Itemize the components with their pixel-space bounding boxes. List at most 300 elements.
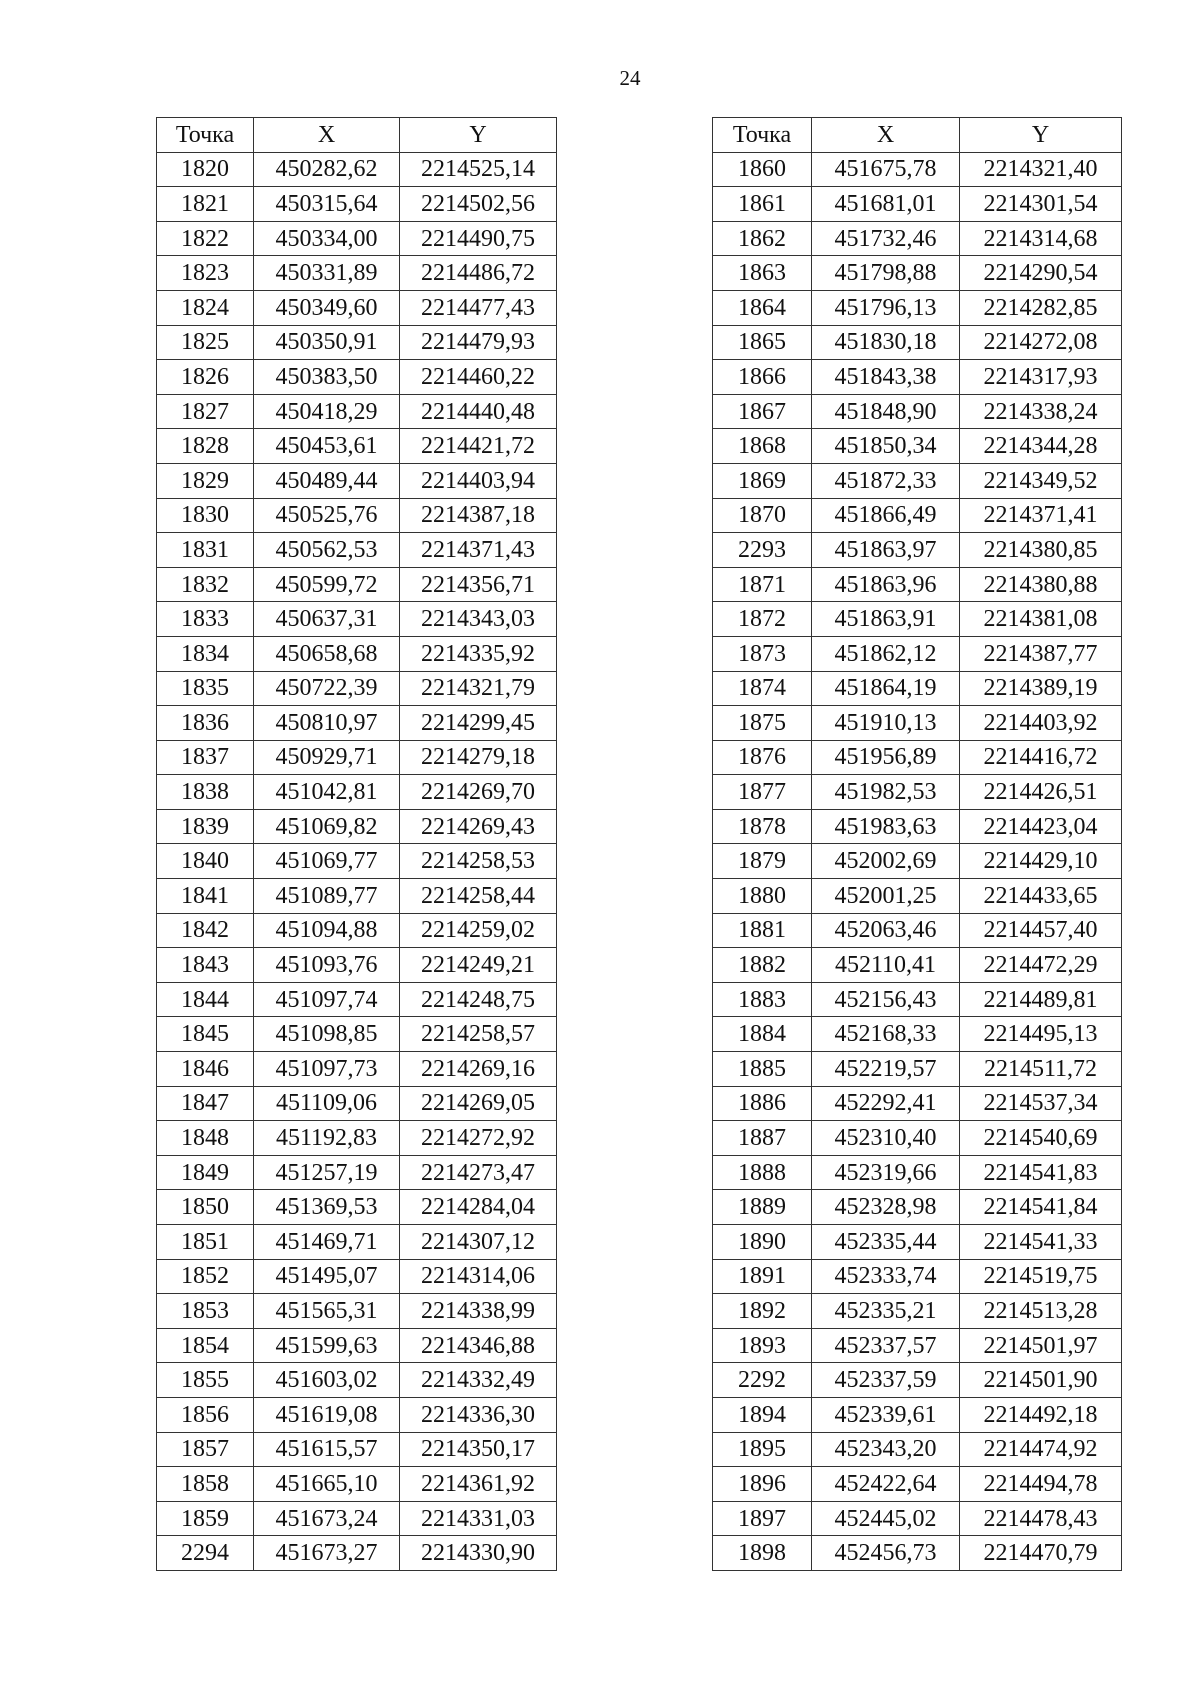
x-cell: 450331,89 [254, 256, 400, 291]
table-row [157, 187, 557, 222]
x-cell: 451089,77 [254, 879, 400, 914]
point-cell: 1865 [713, 325, 812, 360]
point-cell: 1861 [713, 187, 812, 222]
y-cell: 2214273,47 [400, 1155, 557, 1190]
table-row [157, 1225, 557, 1260]
x-cell: 451094,88 [254, 913, 400, 948]
x-cell: 451673,24 [254, 1501, 400, 1536]
y-cell: 2214336,30 [400, 1397, 557, 1432]
x-cell: 452422,64 [812, 1467, 960, 1502]
table-row [713, 567, 1122, 602]
table-row [157, 1259, 557, 1294]
x-cell: 451863,96 [812, 567, 960, 602]
table-row [157, 602, 557, 637]
x-cell: 450315,64 [254, 187, 400, 222]
x-cell: 451863,97 [812, 533, 960, 568]
table-row [157, 775, 557, 810]
y-cell: 2214429,10 [960, 844, 1122, 879]
header-x: X [254, 118, 400, 153]
point-cell: 1866 [713, 360, 812, 395]
point-cell: 1869 [713, 463, 812, 498]
y-cell: 2214501,90 [960, 1363, 1122, 1398]
table-row [713, 256, 1122, 291]
y-cell: 2214519,75 [960, 1259, 1122, 1294]
table-row [713, 1121, 1122, 1156]
y-cell: 2214387,77 [960, 636, 1122, 671]
point-cell: 1882 [713, 948, 812, 983]
y-cell: 2214403,94 [400, 463, 557, 498]
point-cell: 1863 [713, 256, 812, 291]
table-row [157, 394, 557, 429]
table-row [157, 636, 557, 671]
x-cell: 450929,71 [254, 740, 400, 775]
table-row [157, 429, 557, 464]
table-row [713, 1259, 1122, 1294]
page-number: 24 [619, 66, 641, 90]
x-cell: 451863,91 [812, 602, 960, 637]
y-cell: 2214371,43 [400, 533, 557, 568]
table-row [713, 1155, 1122, 1190]
y-cell: 2214525,14 [400, 152, 557, 187]
point-cell: 1892 [713, 1294, 812, 1329]
x-cell: 452310,40 [812, 1121, 960, 1156]
x-cell: 451109,06 [254, 1086, 400, 1121]
y-cell: 2214346,88 [400, 1328, 557, 1363]
table-row [157, 1086, 557, 1121]
y-cell: 2214361,92 [400, 1467, 557, 1502]
y-cell: 2214258,53 [400, 844, 557, 879]
y-cell: 2214501,97 [960, 1328, 1122, 1363]
y-cell: 2214440,48 [400, 394, 557, 429]
x-cell: 450282,62 [254, 152, 400, 187]
table-row [713, 1086, 1122, 1121]
y-cell: 2214389,19 [960, 671, 1122, 706]
point-cell: 1854 [157, 1328, 254, 1363]
table-row [157, 1432, 557, 1467]
point-cell: 1893 [713, 1328, 812, 1363]
x-cell: 451864,19 [812, 671, 960, 706]
y-cell: 2214540,69 [960, 1121, 1122, 1156]
x-cell: 452343,20 [812, 1432, 960, 1467]
table-row [713, 221, 1122, 256]
table-row [713, 636, 1122, 671]
y-cell: 2214495,13 [960, 1017, 1122, 1052]
y-cell: 2214490,75 [400, 221, 557, 256]
table-row [713, 913, 1122, 948]
x-cell: 451369,53 [254, 1190, 400, 1225]
table-row [713, 1397, 1122, 1432]
point-cell: 1874 [713, 671, 812, 706]
y-cell: 2214269,05 [400, 1086, 557, 1121]
table-row [713, 1363, 1122, 1398]
point-cell: 1871 [713, 567, 812, 602]
table-row [157, 498, 557, 533]
table-row [157, 1190, 557, 1225]
x-cell: 451069,82 [254, 809, 400, 844]
y-cell: 2214381,08 [960, 602, 1122, 637]
x-cell: 451097,74 [254, 982, 400, 1017]
x-cell: 452335,44 [812, 1225, 960, 1260]
point-cell: 1879 [713, 844, 812, 879]
point-cell: 1886 [713, 1086, 812, 1121]
x-cell: 452333,74 [812, 1259, 960, 1294]
table-row [713, 1017, 1122, 1052]
table-row [157, 1294, 557, 1329]
x-cell: 450637,31 [254, 602, 400, 637]
x-cell: 450658,68 [254, 636, 400, 671]
y-cell: 2214258,44 [400, 879, 557, 914]
point-cell: 1831 [157, 533, 254, 568]
point-cell: 1849 [157, 1155, 254, 1190]
point-cell: 1867 [713, 394, 812, 429]
x-cell: 451983,63 [812, 809, 960, 844]
x-cell: 451796,13 [812, 290, 960, 325]
x-cell: 451565,31 [254, 1294, 400, 1329]
point-cell: 1839 [157, 809, 254, 844]
point-cell: 1876 [713, 740, 812, 775]
table-row [157, 1501, 557, 1536]
y-cell: 2214269,16 [400, 1052, 557, 1087]
table-body [713, 152, 1122, 1570]
point-cell: 1845 [157, 1017, 254, 1052]
point-cell: 1878 [713, 809, 812, 844]
point-cell: 1847 [157, 1086, 254, 1121]
y-cell: 2214479,93 [400, 325, 557, 360]
table-header-row [713, 118, 1122, 153]
y-cell: 2214423,04 [960, 809, 1122, 844]
table-row [713, 1225, 1122, 1260]
table-row [157, 1121, 557, 1156]
point-cell: 1843 [157, 948, 254, 983]
point-cell: 1820 [157, 152, 254, 187]
point-cell: 1857 [157, 1432, 254, 1467]
y-cell: 2214314,68 [960, 221, 1122, 256]
x-cell: 452156,43 [812, 982, 960, 1017]
point-cell: 1887 [713, 1121, 812, 1156]
point-cell: 1830 [157, 498, 254, 533]
table-row [713, 394, 1122, 429]
table-row [713, 187, 1122, 222]
y-cell: 2214317,93 [960, 360, 1122, 395]
point-cell: 1860 [713, 152, 812, 187]
y-cell: 2214513,28 [960, 1294, 1122, 1329]
header-point: Точка [157, 118, 254, 153]
table-row [157, 948, 557, 983]
table-row [713, 290, 1122, 325]
y-cell: 2214338,24 [960, 394, 1122, 429]
x-cell: 451850,34 [812, 429, 960, 464]
table-row [713, 1501, 1122, 1536]
y-cell: 2214248,75 [400, 982, 557, 1017]
y-cell: 2214332,49 [400, 1363, 557, 1398]
point-cell: 2293 [713, 533, 812, 568]
x-cell: 450722,39 [254, 671, 400, 706]
table-row [157, 1017, 557, 1052]
y-cell: 2214403,92 [960, 706, 1122, 741]
point-cell: 1891 [713, 1259, 812, 1294]
y-cell: 2214301,54 [960, 187, 1122, 222]
y-cell: 2214541,84 [960, 1190, 1122, 1225]
x-cell: 451093,76 [254, 948, 400, 983]
x-cell: 450562,53 [254, 533, 400, 568]
x-cell: 451866,49 [812, 498, 960, 533]
point-cell: 1872 [713, 602, 812, 637]
table-row [157, 982, 557, 1017]
point-cell: 1841 [157, 879, 254, 914]
point-cell: 2292 [713, 1363, 812, 1398]
table-row [157, 1052, 557, 1087]
header-y: Y [400, 118, 557, 153]
header-y: Y [960, 118, 1122, 153]
table-row [713, 844, 1122, 879]
x-cell: 452328,98 [812, 1190, 960, 1225]
table-row [713, 706, 1122, 741]
table-row [713, 948, 1122, 983]
y-cell: 2214290,54 [960, 256, 1122, 291]
y-cell: 2214269,70 [400, 775, 557, 810]
table-row [713, 879, 1122, 914]
x-cell: 451599,63 [254, 1328, 400, 1363]
x-cell: 452219,57 [812, 1052, 960, 1087]
table-header-row [157, 118, 557, 153]
x-cell: 452339,61 [812, 1397, 960, 1432]
table-row [713, 429, 1122, 464]
x-cell: 451848,90 [812, 394, 960, 429]
point-cell: 1825 [157, 325, 254, 360]
x-cell: 452292,41 [812, 1086, 960, 1121]
x-cell: 450350,91 [254, 325, 400, 360]
table-row [157, 1363, 557, 1398]
table-row [157, 567, 557, 602]
coordinates-table-left [156, 117, 557, 1571]
y-cell: 2214460,22 [400, 360, 557, 395]
table-row [157, 671, 557, 706]
y-cell: 2214387,18 [400, 498, 557, 533]
point-cell: 1840 [157, 844, 254, 879]
header-point: Точка [713, 118, 812, 153]
x-cell: 452335,21 [812, 1294, 960, 1329]
table-row [713, 1432, 1122, 1467]
table-row [713, 775, 1122, 810]
table-row [713, 982, 1122, 1017]
x-cell: 451732,46 [812, 221, 960, 256]
point-cell: 1873 [713, 636, 812, 671]
point-cell: 1827 [157, 394, 254, 429]
point-cell: 1838 [157, 775, 254, 810]
x-cell: 450383,50 [254, 360, 400, 395]
point-cell: 1852 [157, 1259, 254, 1294]
x-cell: 451069,77 [254, 844, 400, 879]
y-cell: 2214321,40 [960, 152, 1122, 187]
y-cell: 2214470,79 [960, 1536, 1122, 1571]
x-cell: 452110,41 [812, 948, 960, 983]
point-cell: 1836 [157, 706, 254, 741]
y-cell: 2214502,56 [400, 187, 557, 222]
y-cell: 2214307,12 [400, 1225, 557, 1260]
point-cell: 1829 [157, 463, 254, 498]
point-cell: 1870 [713, 498, 812, 533]
point-cell: 1890 [713, 1225, 812, 1260]
x-cell: 452337,59 [812, 1363, 960, 1398]
y-cell: 2214338,99 [400, 1294, 557, 1329]
point-cell: 2294 [157, 1536, 254, 1571]
y-cell: 2214258,57 [400, 1017, 557, 1052]
x-cell: 451843,38 [812, 360, 960, 395]
point-cell: 1897 [713, 1501, 812, 1536]
table-row [157, 809, 557, 844]
point-cell: 1824 [157, 290, 254, 325]
table-row [713, 602, 1122, 637]
x-cell: 450349,60 [254, 290, 400, 325]
table-row [157, 1328, 557, 1363]
table-row [713, 463, 1122, 498]
y-cell: 2214335,92 [400, 636, 557, 671]
y-cell: 2214269,43 [400, 809, 557, 844]
y-cell: 2214489,81 [960, 982, 1122, 1017]
table-row [713, 1190, 1122, 1225]
point-cell: 1851 [157, 1225, 254, 1260]
point-cell: 1880 [713, 879, 812, 914]
y-cell: 2214416,72 [960, 740, 1122, 775]
point-cell: 1858 [157, 1467, 254, 1502]
table-row [157, 1467, 557, 1502]
y-cell: 2214433,65 [960, 879, 1122, 914]
x-cell: 452001,25 [812, 879, 960, 914]
table-row [713, 809, 1122, 844]
point-cell: 1822 [157, 221, 254, 256]
x-cell: 452445,02 [812, 1501, 960, 1536]
x-cell: 451681,01 [812, 187, 960, 222]
point-cell: 1885 [713, 1052, 812, 1087]
y-cell: 2214279,18 [400, 740, 557, 775]
point-cell: 1826 [157, 360, 254, 395]
table-row [713, 360, 1122, 395]
x-cell: 450334,00 [254, 221, 400, 256]
y-cell: 2214380,88 [960, 567, 1122, 602]
table-row [157, 290, 557, 325]
table-row [157, 360, 557, 395]
y-cell: 2214350,17 [400, 1432, 557, 1467]
y-cell: 2214457,40 [960, 913, 1122, 948]
point-cell: 1883 [713, 982, 812, 1017]
table-row [713, 325, 1122, 360]
point-cell: 1844 [157, 982, 254, 1017]
table-row [157, 844, 557, 879]
y-cell: 2214282,85 [960, 290, 1122, 325]
table-row [157, 1536, 557, 1571]
point-cell: 1889 [713, 1190, 812, 1225]
x-cell: 450810,97 [254, 706, 400, 741]
y-cell: 2214259,02 [400, 913, 557, 948]
point-cell: 1868 [713, 429, 812, 464]
x-cell: 451675,78 [812, 152, 960, 187]
x-cell: 451469,71 [254, 1225, 400, 1260]
x-cell: 452168,33 [812, 1017, 960, 1052]
point-cell: 1895 [713, 1432, 812, 1467]
y-cell: 2214356,71 [400, 567, 557, 602]
point-cell: 1828 [157, 429, 254, 464]
table-row [157, 913, 557, 948]
point-cell: 1888 [713, 1155, 812, 1190]
point-cell: 1856 [157, 1397, 254, 1432]
y-cell: 2214477,43 [400, 290, 557, 325]
y-cell: 2214494,78 [960, 1467, 1122, 1502]
x-cell: 451872,33 [812, 463, 960, 498]
y-cell: 2214472,29 [960, 948, 1122, 983]
point-cell: 1875 [713, 706, 812, 741]
table-row [157, 879, 557, 914]
x-cell: 451615,57 [254, 1432, 400, 1467]
x-cell: 451910,13 [812, 706, 960, 741]
point-cell: 1823 [157, 256, 254, 291]
point-cell: 1853 [157, 1294, 254, 1329]
table-row [157, 325, 557, 360]
table-row [157, 152, 557, 187]
x-cell: 450418,29 [254, 394, 400, 429]
table-row [157, 256, 557, 291]
point-cell: 1877 [713, 775, 812, 810]
x-cell: 451257,19 [254, 1155, 400, 1190]
x-cell: 450525,76 [254, 498, 400, 533]
point-cell: 1884 [713, 1017, 812, 1052]
x-cell: 451603,02 [254, 1363, 400, 1398]
x-cell: 450489,44 [254, 463, 400, 498]
table-row [713, 1467, 1122, 1502]
x-cell: 452319,66 [812, 1155, 960, 1190]
point-cell: 1896 [713, 1467, 812, 1502]
point-cell: 1862 [713, 221, 812, 256]
y-cell: 2214492,18 [960, 1397, 1122, 1432]
y-cell: 2214299,45 [400, 706, 557, 741]
y-cell: 2214380,85 [960, 533, 1122, 568]
table-body [157, 152, 557, 1570]
y-cell: 2214343,03 [400, 602, 557, 637]
y-cell: 2214486,72 [400, 256, 557, 291]
point-cell: 1848 [157, 1121, 254, 1156]
table-row [713, 152, 1122, 187]
point-cell: 1834 [157, 636, 254, 671]
table-row [713, 533, 1122, 568]
table-row [157, 1397, 557, 1432]
table-row [157, 221, 557, 256]
x-cell: 451042,81 [254, 775, 400, 810]
y-cell: 2214537,34 [960, 1086, 1122, 1121]
table-row [157, 740, 557, 775]
y-cell: 2214371,41 [960, 498, 1122, 533]
y-cell: 2214272,92 [400, 1121, 557, 1156]
x-cell: 450453,61 [254, 429, 400, 464]
y-cell: 2214474,92 [960, 1432, 1122, 1467]
x-cell: 452456,73 [812, 1536, 960, 1571]
y-cell: 2214344,28 [960, 429, 1122, 464]
x-cell: 451665,10 [254, 1467, 400, 1502]
point-cell: 1846 [157, 1052, 254, 1087]
x-cell: 451619,08 [254, 1397, 400, 1432]
point-cell: 1842 [157, 913, 254, 948]
y-cell: 2214321,79 [400, 671, 557, 706]
y-cell: 2214272,08 [960, 325, 1122, 360]
coordinates-table-right [712, 117, 1122, 1571]
table-row [713, 671, 1122, 706]
point-cell: 1894 [713, 1397, 812, 1432]
table-row [157, 1155, 557, 1190]
x-cell: 451862,12 [812, 636, 960, 671]
x-cell: 451098,85 [254, 1017, 400, 1052]
y-cell: 2214541,83 [960, 1155, 1122, 1190]
y-cell: 2214249,21 [400, 948, 557, 983]
y-cell: 2214331,03 [400, 1501, 557, 1536]
table-row [713, 1328, 1122, 1363]
